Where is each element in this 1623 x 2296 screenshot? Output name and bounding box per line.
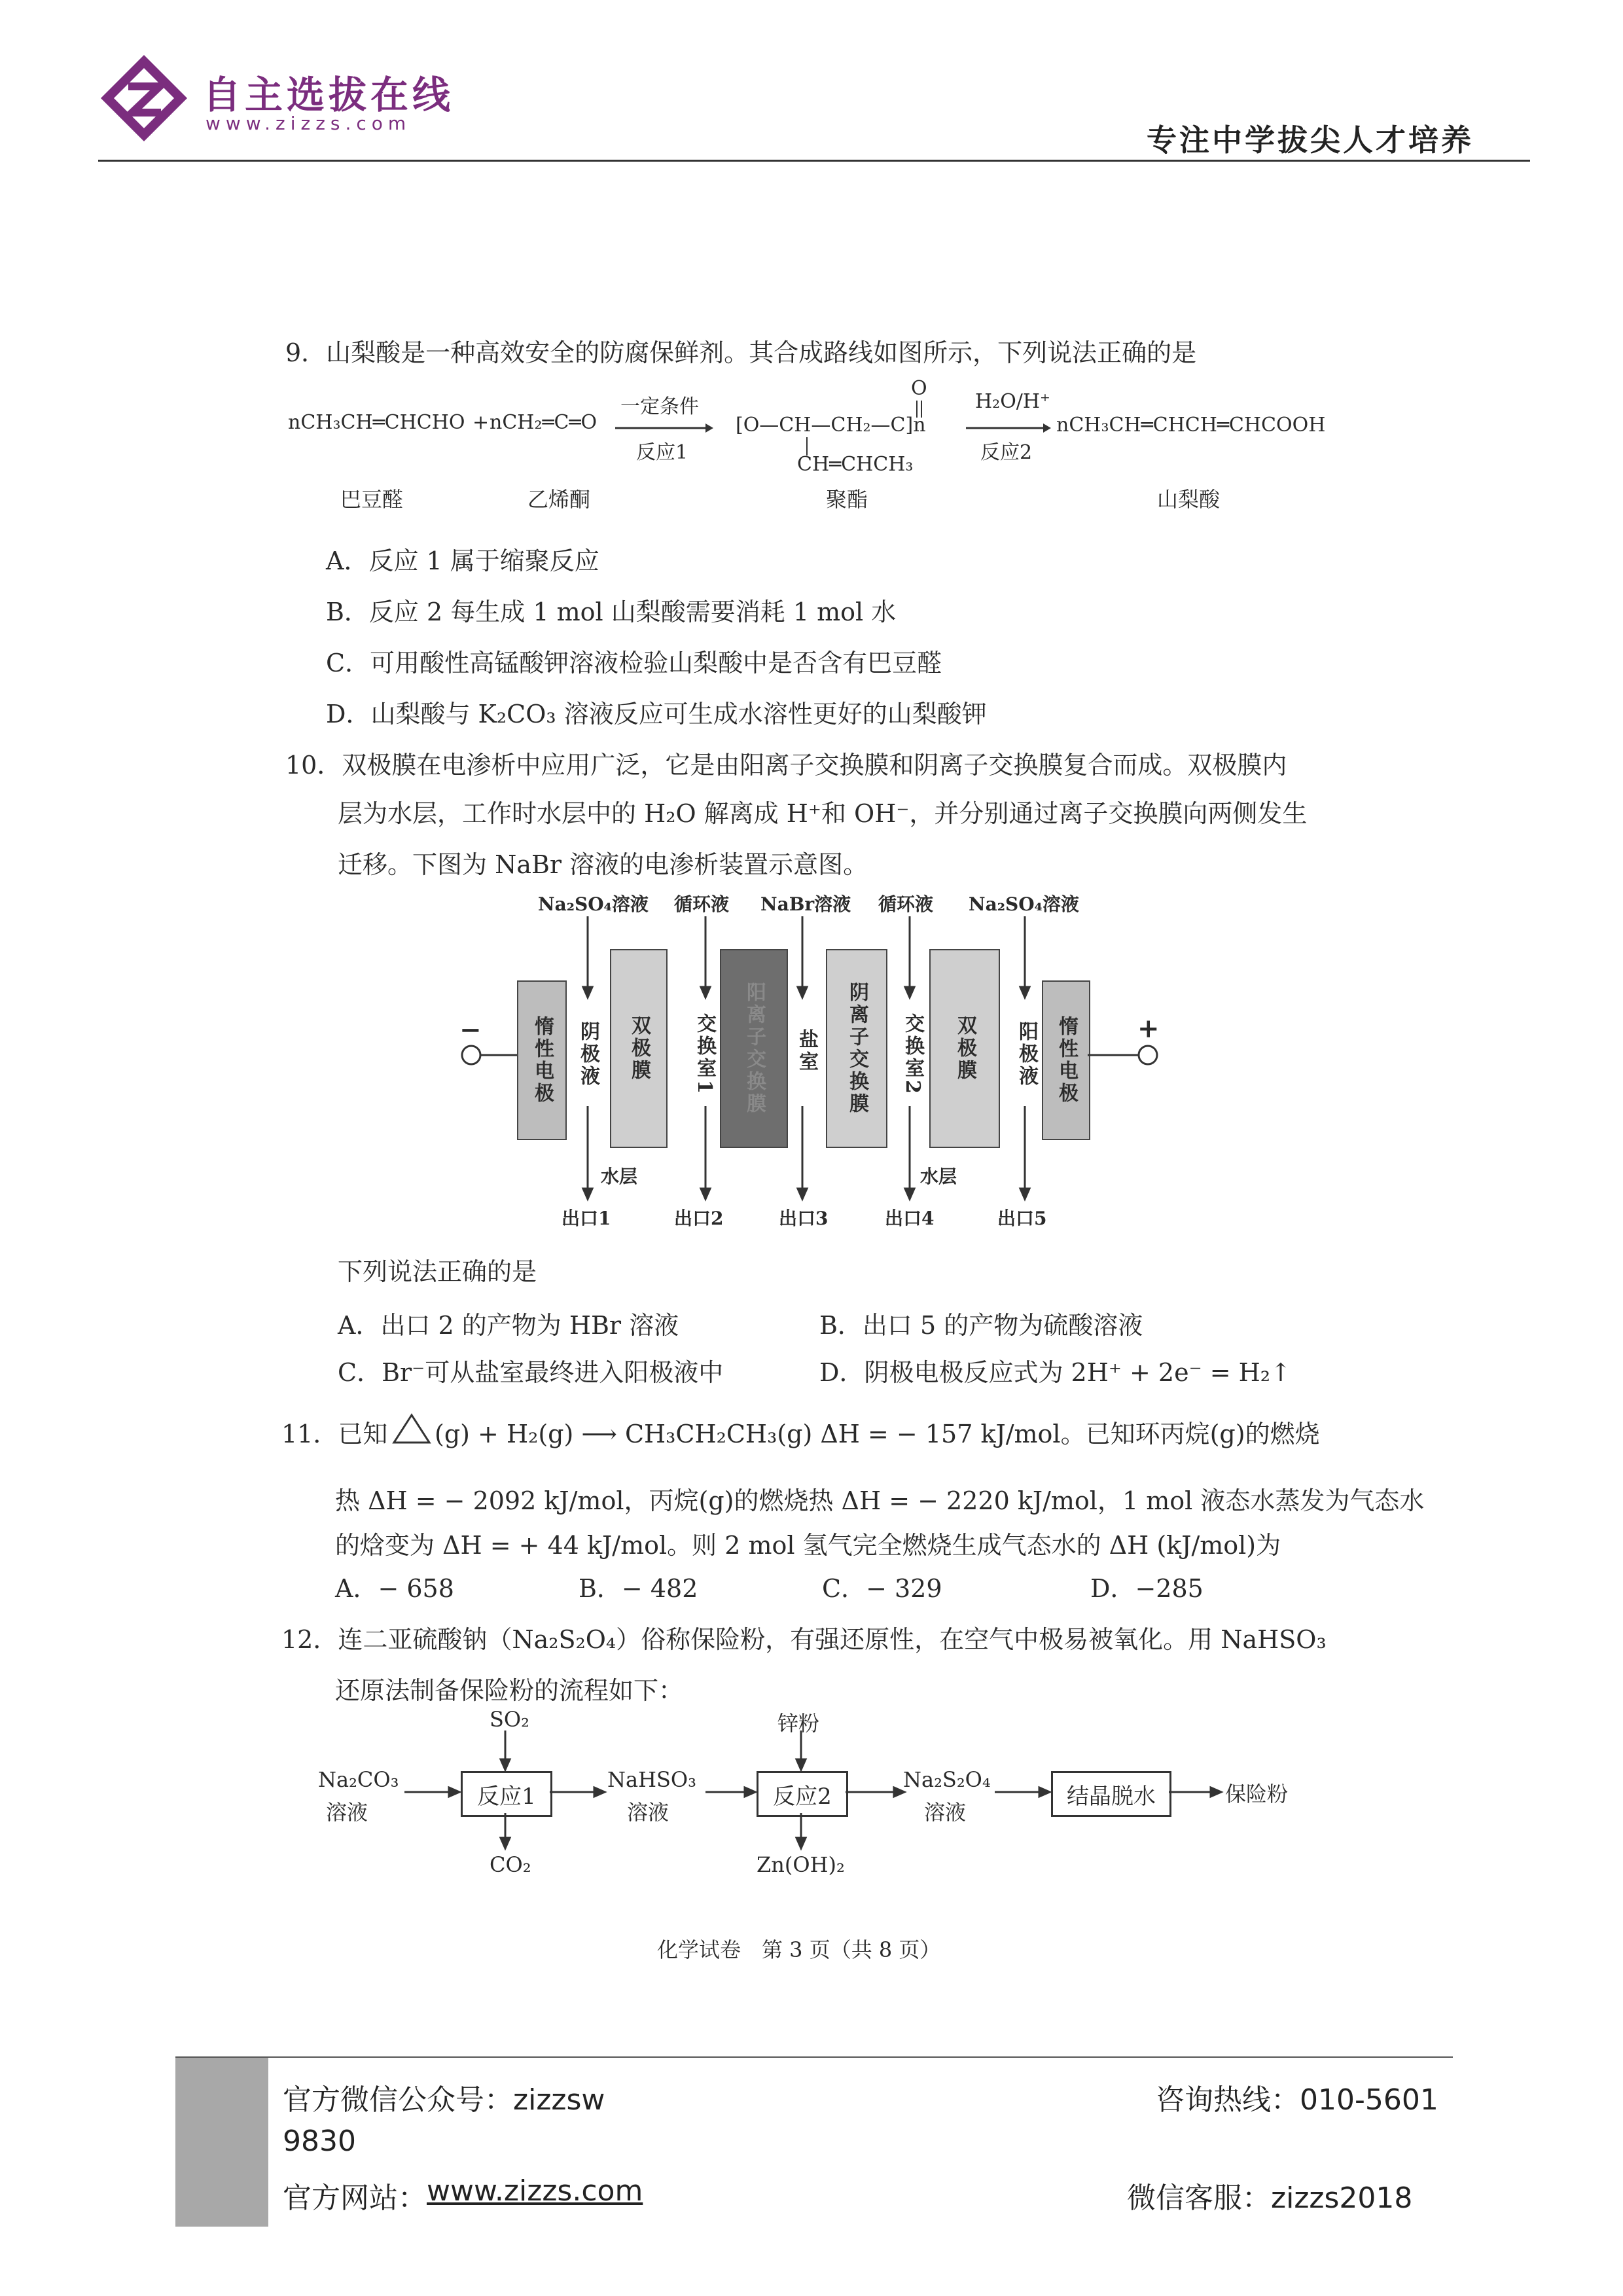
q9-option-b: B．反应 2 每生成 1 mol 山梨酸需要消耗 1 mol 水 [326, 598, 897, 626]
q12-na2s2o4: Na₂S₂O₄ [903, 1767, 991, 1792]
slogan: 专注中学拔尖人才培养 [1147, 122, 1474, 158]
q11-line1-post: (g) + H₂(g) ⟶ CH₃CH₂CH₃(g) ΔH = − 157 kJ/mol。已知环丙烷(g)的燃烧 [435, 1420, 1320, 1448]
q10-water-layer-2: 水层 [920, 1166, 957, 1187]
q10-option-d: D．阴极电极反应式为 2H⁺ + 2e⁻ = H₂↑ [819, 1358, 1291, 1387]
footer-wechat-account: 官方微信公众号：zizzsw [283, 2083, 605, 2117]
q10-stem-line3: 迁移。下图为 NaBr 溶液的电渗析装置示意图。 [338, 850, 868, 879]
q10-top-label-nabr: NaBr溶液 [760, 893, 851, 915]
q10-cation-exchange-membrane: 阳离子交换膜 [720, 949, 788, 1148]
logo-url: www.zizzs.com [205, 113, 412, 134]
q9-name-ketene: 乙烯酮 [527, 487, 591, 512]
logo-title: 自主选拔在线 [203, 73, 455, 117]
footer-website-link[interactable]: www.zizzs.com [427, 2174, 643, 2208]
q12-stem-line2: 还原法制备保险粉的流程如下： [335, 1676, 684, 1705]
q12-so2: SO₂ [490, 1707, 529, 1732]
q9-reactant1: nCH₃CH═CHCHO [288, 411, 465, 434]
q10-water-layer-1: 水层 [601, 1166, 638, 1187]
q9-polymer-o: O [911, 377, 927, 400]
q10-stem-line1: 10．双极膜在电渗析中应用广泛，它是由阳离子交换膜和阴离子交换膜复合而成。双极膜内 [285, 751, 1287, 780]
q11-option-c: C．− 329 [822, 1574, 942, 1603]
q10-electrode-left: 惰性电极 [517, 980, 567, 1140]
q9-option-c: C．可用酸性高锰酸钾溶液检验山梨酸中是否含有巴豆醛 [326, 649, 942, 677]
footer-gray-block [175, 2058, 268, 2227]
q10-top-label-na2so4-left: Na₂SO₄溶液 [538, 893, 649, 915]
q11-option-b: B．− 482 [579, 1574, 698, 1603]
q10-outlet-5: 出口5 [997, 1208, 1047, 1229]
q10-cathode-liquid: 阴极液 [577, 1021, 599, 1088]
page-number: 化学试卷 第 3 页（共 8 页） [657, 1937, 941, 1962]
q11-option-d: D．−285 [1090, 1574, 1204, 1603]
q10-exchange-room-1: 交换室1 [693, 1013, 716, 1096]
q9-arrow1-top: 一定条件 [620, 395, 699, 418]
q10-outlet-1: 出口1 [562, 1208, 611, 1229]
q12-reaction1-label: 反应1 [477, 1783, 536, 1810]
q12-co2: CO₂ [490, 1852, 531, 1877]
q11-line1-pre: 11．已知 [281, 1420, 388, 1448]
q9-arrow2-top: H₂O/H⁺ [975, 390, 1050, 413]
q9-arrow2 [966, 422, 1051, 435]
footer-divider [175, 2056, 1453, 2058]
q10-option-a: A．出口 2 的产物为 HBr 溶液 [338, 1311, 679, 1340]
q9-plus: + [473, 411, 490, 434]
q10-anode-liquid: 阳极液 [1015, 1021, 1038, 1088]
logo-diamond-icon [98, 52, 190, 144]
q9-name-sorbic-acid: 山梨酸 [1157, 487, 1221, 512]
footer-hotline: 咨询热线：010-5601 [1156, 2083, 1438, 2117]
q12-nahso3: NaHSO₃ [607, 1767, 696, 1792]
q12-na2s2o4-solution: 溶液 [924, 1800, 967, 1825]
q10-minus-sign: − [459, 1014, 482, 1045]
q12-na2co3: Na₂CO₃ [318, 1767, 399, 1792]
cyclopropane-triangle-icon [391, 1412, 432, 1445]
q12-flow-arrows [393, 1728, 1230, 1859]
q10-outlet-2: 出口2 [674, 1208, 724, 1229]
q10-stem-line2: 层为水层，工作时水层中的 H₂O 解离成 H⁺和 OH⁻，并分别通过离子交换膜向两侧发生 [338, 799, 1308, 828]
header-divider [98, 160, 1530, 162]
footer-wechat-service: 微信客服：zizzs2018 [1127, 2181, 1413, 2215]
footer-hotline-continued: 9830 [283, 2125, 356, 2158]
q11-line3: 的焓变为 ΔH = + 44 kJ/mol。则 2 mol 氢气完全燃烧生成气态水的 ΔH (kJ/mol)为 [335, 1531, 1281, 1560]
q10-plus-sign: + [1137, 1013, 1160, 1044]
q10-option-b: B．出口 5 的产物为硫酸溶液 [819, 1311, 1143, 1340]
q10-top-label-circ-1: 循环液 [674, 893, 730, 915]
q9-name-crotonaldehyde: 巴豆醛 [340, 487, 404, 512]
q9-arrow2-bottom: 反应2 [980, 441, 1033, 464]
q11-option-a: A．− 658 [335, 1574, 454, 1603]
q9-arrow1-bottom: 反应1 [636, 441, 688, 464]
logo [98, 52, 190, 144]
q9-arrow1 [615, 422, 713, 435]
q12-product: 保险粉 [1225, 1782, 1289, 1806]
q9-polymer-branch: CH═CHCH₃ [797, 453, 914, 476]
q10-top-label-circ-2: 循环液 [878, 893, 934, 915]
q12-reaction2-label: 反应2 [773, 1783, 832, 1810]
q11-line2: 热 ΔH = − 2092 kJ/mol，丙烷(g)的燃烧热 ΔH = − 2220 kJ/mol，1 mol 液态水蒸发为气态水 [335, 1486, 1425, 1515]
q9-option-d: D．山梨酸与 K₂CO₃ 溶液反应可生成水溶性更好的山梨酸钾 [326, 700, 987, 728]
q12-zinc: 锌粉 [777, 1711, 820, 1736]
q9-reactant2: nCH₂═C═O [490, 411, 597, 434]
q12-znoh2: Zn(OH)₂ [757, 1852, 845, 1877]
q12-na2co3-solution: 溶液 [326, 1800, 368, 1825]
q10-option-c: C．Br⁻可从盐室最终进入阳极液中 [338, 1358, 724, 1387]
q9-name-polyester: 聚酯 [826, 487, 868, 512]
q10-outlet-4: 出口4 [885, 1208, 935, 1229]
q10-terminal-wires [452, 1034, 1178, 1073]
q10-outlet-3: 出口3 [779, 1208, 829, 1229]
q9-stem: 9．山梨酸是一种高效安全的防腐保鲜剂。其合成路线如图所示，下列说法正确的是 [285, 338, 1197, 367]
q9-option-a: A．反应 1 属于缩聚反应 [326, 547, 599, 575]
q10-bipolar-membrane-2: 双极膜 [929, 949, 1000, 1148]
q9-polymer-main: [O—CH—CH₂—C]n [736, 414, 926, 437]
q10-top-label-na2so4-right: Na₂SO₄溶液 [969, 893, 1079, 915]
q12-nahso3-solution: 溶液 [627, 1800, 669, 1825]
q12-crystallize-label: 结晶脱水 [1067, 1783, 1156, 1810]
footer-website-label: 官方网站： [283, 2181, 427, 2215]
q10-salt-room: 盐室 [795, 1029, 818, 1073]
q12-stem-line1: 12．连二亚硫酸钠（Na₂S₂O₄）俗称保险粉，有强还原性，在空气中极易被氧化。用 NaHSO₃ [281, 1625, 1327, 1654]
q10-question: 下列说法正确的是 [338, 1257, 537, 1286]
q10-electrode-right: 惰性电极 [1042, 980, 1090, 1140]
q10-exchange-room-2: 交换室2 [901, 1013, 924, 1096]
q10-bipolar-membrane-1: 双极膜 [610, 949, 668, 1148]
q10-anion-exchange-membrane: 阴离子交换膜 [826, 949, 887, 1148]
q9-product: nCH₃CH═CHCH═CHCOOH [1056, 414, 1326, 437]
